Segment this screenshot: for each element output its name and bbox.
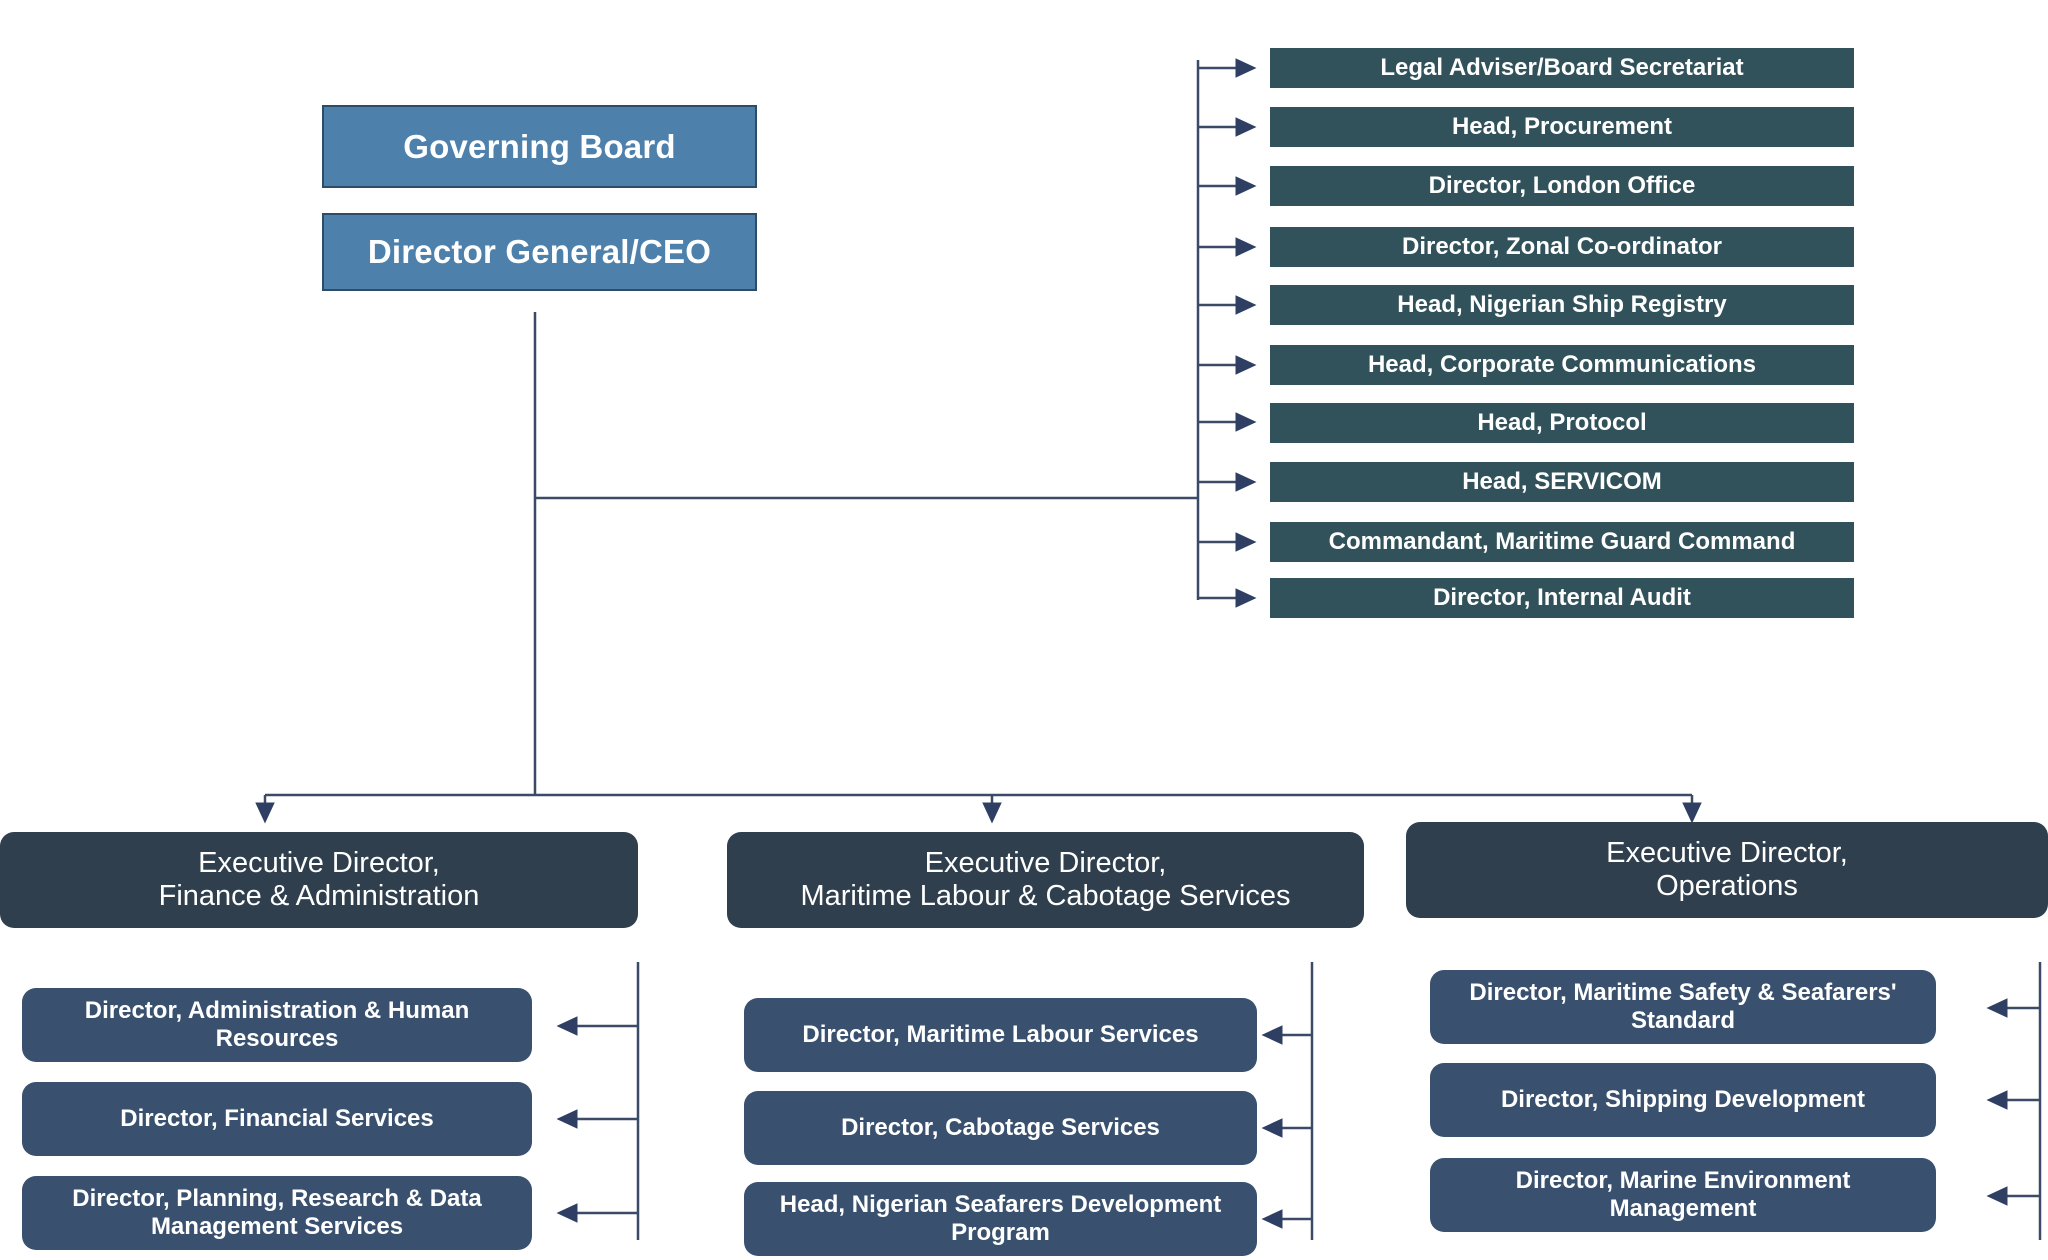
node-label: Head, Nigerian Seafarers Development Program bbox=[779, 1191, 1222, 1246]
node-executive-director-finance-administration[interactable] bbox=[0, 832, 638, 928]
node-governing-board[interactable] bbox=[322, 105, 757, 188]
node-label-line2: Maritime Labour & Cabotage Services bbox=[800, 880, 1291, 912]
node-label: Director General/CEO bbox=[367, 233, 712, 271]
node-head-nigerian-seafarers-development-program[interactable] bbox=[744, 1182, 1257, 1256]
node-label: Director, Zonal Co-ordinator bbox=[1401, 233, 1722, 261]
node-head-protocol[interactable] bbox=[1270, 403, 1854, 443]
node-label: Head, Nigerian Ship Registry bbox=[1397, 291, 1727, 319]
node-label: Commandant, Maritime Guard Command bbox=[1328, 528, 1796, 556]
node-label: Director, Maritime Labour Services bbox=[802, 1021, 1199, 1049]
node-head-servicom[interactable] bbox=[1270, 462, 1854, 502]
node-head-corporate-communications[interactable] bbox=[1270, 345, 1854, 385]
node-label-line1: Executive Director, bbox=[924, 846, 1167, 879]
node-director-maritime-safety-seafarers-standard[interactable] bbox=[1430, 970, 1936, 1044]
node-director-planning-research-data-management-services[interactable] bbox=[22, 1176, 532, 1250]
node-director-administration-human-resources[interactable] bbox=[22, 988, 532, 1062]
node-director-marine-environment-management[interactable] bbox=[1430, 1158, 1936, 1232]
node-label: Head, Corporate Communications bbox=[1367, 351, 1757, 379]
node-director-internal-audit[interactable] bbox=[1270, 578, 1854, 618]
node-label-line1: Executive Director, bbox=[198, 846, 440, 879]
node-director-financial-services[interactable] bbox=[22, 1082, 532, 1156]
node-head-procurement[interactable] bbox=[1270, 107, 1854, 147]
node-label: Director, London Office bbox=[1428, 172, 1696, 200]
node-director-london-office[interactable] bbox=[1270, 166, 1854, 206]
node-label-line2: Finance & Administration bbox=[158, 880, 480, 912]
node-label: Director, Marine Environment Management bbox=[1515, 1167, 1851, 1222]
node-label: Legal Adviser/Board Secretariat bbox=[1380, 54, 1744, 82]
node-label: Director, Shipping Development bbox=[1500, 1086, 1866, 1114]
node-director-zonal-coordinator[interactable] bbox=[1270, 227, 1854, 267]
node-commandant-maritime-guard-command[interactable] bbox=[1270, 522, 1854, 562]
node-label: Director, Cabotage Services bbox=[841, 1114, 1160, 1142]
node-executive-director-maritime-labour-cabotage-services[interactable] bbox=[727, 832, 1364, 928]
node-label: Head, SERVICOM bbox=[1462, 468, 1662, 496]
node-label-line2: Operations bbox=[1656, 870, 1798, 902]
node-director-general-ceo[interactable] bbox=[322, 213, 757, 291]
node-head-nigerian-ship-registry[interactable] bbox=[1270, 285, 1854, 325]
node-label: Head, Procurement bbox=[1451, 113, 1673, 141]
node-legal-adviser-board-secretariat[interactable] bbox=[1270, 48, 1854, 88]
node-label-line1: Executive Director, bbox=[1606, 836, 1848, 869]
node-label: Director, Internal Audit bbox=[1433, 584, 1691, 612]
node-director-shipping-development[interactable] bbox=[1430, 1063, 1936, 1137]
node-label: Director, Planning, Research & Data Management Services bbox=[72, 1185, 482, 1240]
node-director-cabotage-services[interactable] bbox=[744, 1091, 1257, 1165]
node-label: Head, Protocol bbox=[1477, 409, 1647, 437]
node-label: Director, Administration & Human Resources bbox=[84, 997, 470, 1052]
node-label: Director, Maritime Safety & Seafarers' Standard bbox=[1469, 979, 1897, 1034]
node-label: Governing Board bbox=[403, 127, 676, 165]
node-director-maritime-labour-services[interactable] bbox=[744, 998, 1257, 1072]
node-label: Director, Financial Services bbox=[120, 1105, 434, 1133]
node-executive-director-operations[interactable] bbox=[1406, 822, 2048, 918]
